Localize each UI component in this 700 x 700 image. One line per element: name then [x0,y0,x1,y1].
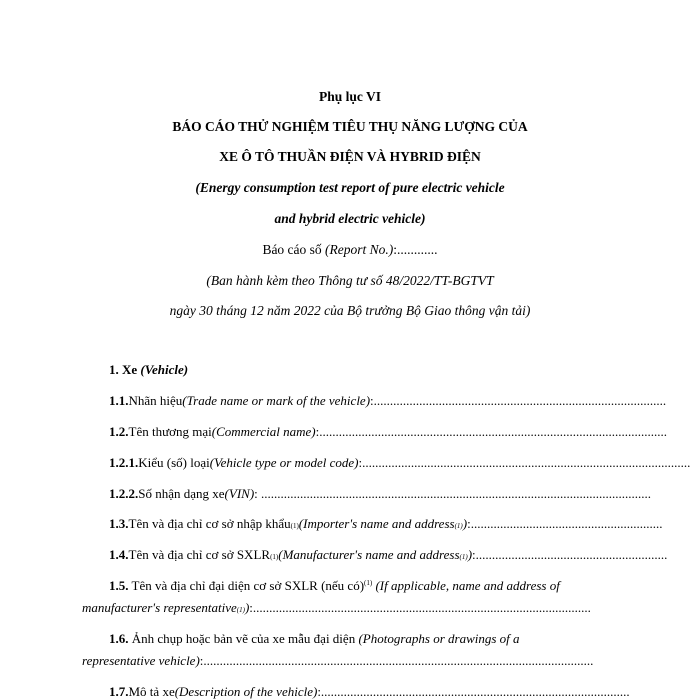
field-label-en-end: ) [244,600,250,615]
field-photographs-line2 [82,653,617,669]
field-label: Số nhận dạng xe [138,486,225,501]
report-number-label-en: (Report No.) [325,242,394,257]
field-label-en: representative vehicle) [82,653,200,668]
field-dots: :........................................................................................................... [315,424,667,439]
section-vehicle-heading [109,362,617,378]
field-label-en: (Commercial name) [211,424,316,439]
field-importer: 1.3. Tên và địa chỉ cơ sở nhập khẩu (1) (Importer's name and address (1) ) :........................................................... [109,516,663,531]
report-title-en-line2: and hybrid electric vehicle) [274,211,426,226]
field-label: Tên và địa chỉ cơ sở nhập khẩu [128,516,291,531]
field-label-en: (Description of the vehicle) [174,684,318,699]
field-label-en: (Trade name or mark of the vehicle) [182,393,371,408]
appendix-label: Phụ lục VI [318,89,382,104]
report-number-line [0,242,700,258]
footnote-ref: (1) [364,579,373,587]
field-label: Nhãn hiệu [128,393,183,408]
field-label: Tên và địa chỉ cơ sở SXLR [128,547,271,562]
field-dots: :........................................................... [472,547,668,562]
field-label-en: (If applicable, name and address of [372,578,560,593]
field-label-en: manufacturer's representative [82,600,237,615]
field-vehicle-type [109,455,691,471]
field-dots: :............................................................................................... [317,684,630,699]
field-label-en: (Vehicle type or model code) [209,455,359,470]
field-label-en-end: ) [467,547,473,562]
section-number: 1. [109,362,122,377]
field-label-en: (Manufacturer's name and address [278,547,460,562]
field-number: 1.6. [109,631,129,646]
field-number: 1.2. [109,424,129,439]
report-title-line2: XE Ô TÔ THUẦN ĐIỆN VÀ HYBRID ĐIỆN [219,149,481,164]
field-description [109,684,630,700]
field-representative-line2: manufacturer's representative (1) ) :........................................................................................................ [82,600,617,616]
field-dots: :.......................................................................................... [370,393,667,408]
report-number-dots: :............ [393,242,438,257]
field-label: Kiểu (số) loại [138,455,210,470]
field-dots: :........................................................................................................................ [199,653,594,668]
field-number: 1.7. [109,684,129,699]
field-label-en-end: ) [462,516,468,531]
section-title: Xe [122,362,141,377]
field-label-en: (Importer's name and address [298,516,455,531]
report-title-en-line1: (Energy consumption test report of pure electric vehicle [195,180,505,195]
field-number: 1.1. [109,393,129,408]
field-number: 1.3. [109,516,129,531]
field-label-en: (Photographs or drawings of a [358,631,520,646]
report-number-label: Báo cáo số [262,242,326,257]
issued-line2: ngày 30 tháng 12 năm 2022 của Bộ trưởng Bộ Giao thông vận tải) [169,303,531,318]
field-number: 1.4. [109,547,129,562]
field-dots: : ........................................................................................................................ [254,486,652,501]
field-number: 1.2.2. [109,486,139,501]
field-vin [109,486,652,502]
field-label: Tên và địa chỉ đại diện cơ sở SXLR (nếu có) [128,578,365,593]
field-label: Ảnh chụp hoặc bản vẽ của xe mẫu đại diện [128,631,359,646]
report-title-line1: BÁO CÁO THỬ NGHIỆM TIÊU THỤ NĂNG LƯỢNG CỦA [172,119,528,134]
field-label: Tên thương mại [128,424,212,439]
field-dots: :........................................................... [467,516,663,531]
field-photographs-line1 [109,631,617,647]
section-title-en: (Vehicle) [140,362,189,377]
field-number: 1.2.1. [109,455,139,470]
field-commercial-name [109,424,667,440]
field-trade-name [109,393,667,409]
issued-line1: (Ban hành kèm theo Thông tư số 48/2022/TT-BGTVT [206,273,494,288]
field-dots: :........................................................................................................ [249,600,591,615]
field-number: 1.5. [109,578,129,593]
field-representative-line1 [109,578,617,594]
field-manufacturer: 1.4. Tên và địa chỉ cơ sở SXLR (1) (Manufacturer's name and address (1) ) :........................................................... [109,547,668,562]
field-label-en: (VIN) [224,486,255,501]
field-dots: :..................................................................................................... [358,455,691,470]
field-label: Mô tả xe [128,684,175,699]
